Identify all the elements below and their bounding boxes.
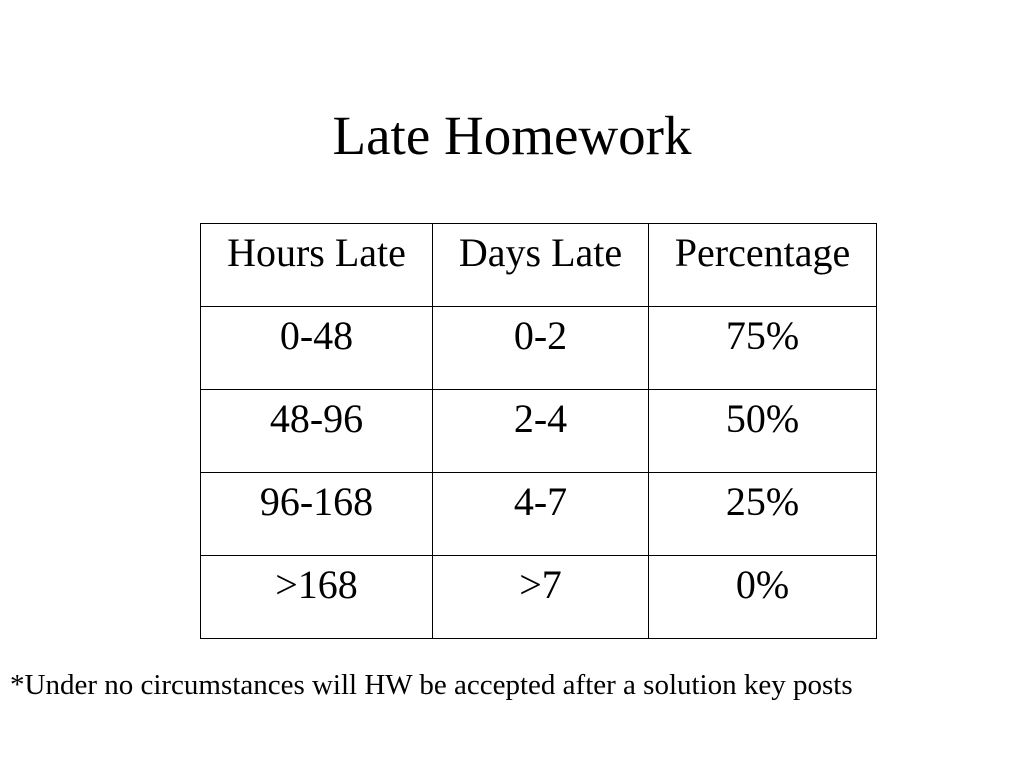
cell-percentage: 50% xyxy=(649,390,877,473)
footnote: *Under no circumstances will HW be accepted after a solution key posts xyxy=(10,669,853,701)
cell-days-late: >7 xyxy=(433,556,649,639)
table-row xyxy=(201,473,877,556)
cell-days-late: 2-4 xyxy=(433,390,649,473)
cell-days-late: 4-7 xyxy=(433,473,649,556)
cell-hours-late: 48-96 xyxy=(201,390,433,473)
header-percentage: Percentage xyxy=(649,224,877,307)
cell-percentage: 25% xyxy=(649,473,877,556)
table-row xyxy=(201,556,877,639)
cell-hours-late: 0-48 xyxy=(201,307,433,390)
cell-days-late: 0-2 xyxy=(433,307,649,390)
cell-percentage: 0% xyxy=(649,556,877,639)
cell-hours-late: 96-168 xyxy=(201,473,433,556)
table-header-row xyxy=(201,224,877,307)
cell-hours-late: >168 xyxy=(201,556,433,639)
cell-percentage: 75% xyxy=(649,307,877,390)
table-row xyxy=(201,307,877,390)
late-homework-table xyxy=(200,223,877,639)
table-row xyxy=(201,390,877,473)
header-hours-late: Hours Late xyxy=(201,224,433,307)
slide-title: Late Homework xyxy=(332,105,692,166)
header-days-late: Days Late xyxy=(433,224,649,307)
